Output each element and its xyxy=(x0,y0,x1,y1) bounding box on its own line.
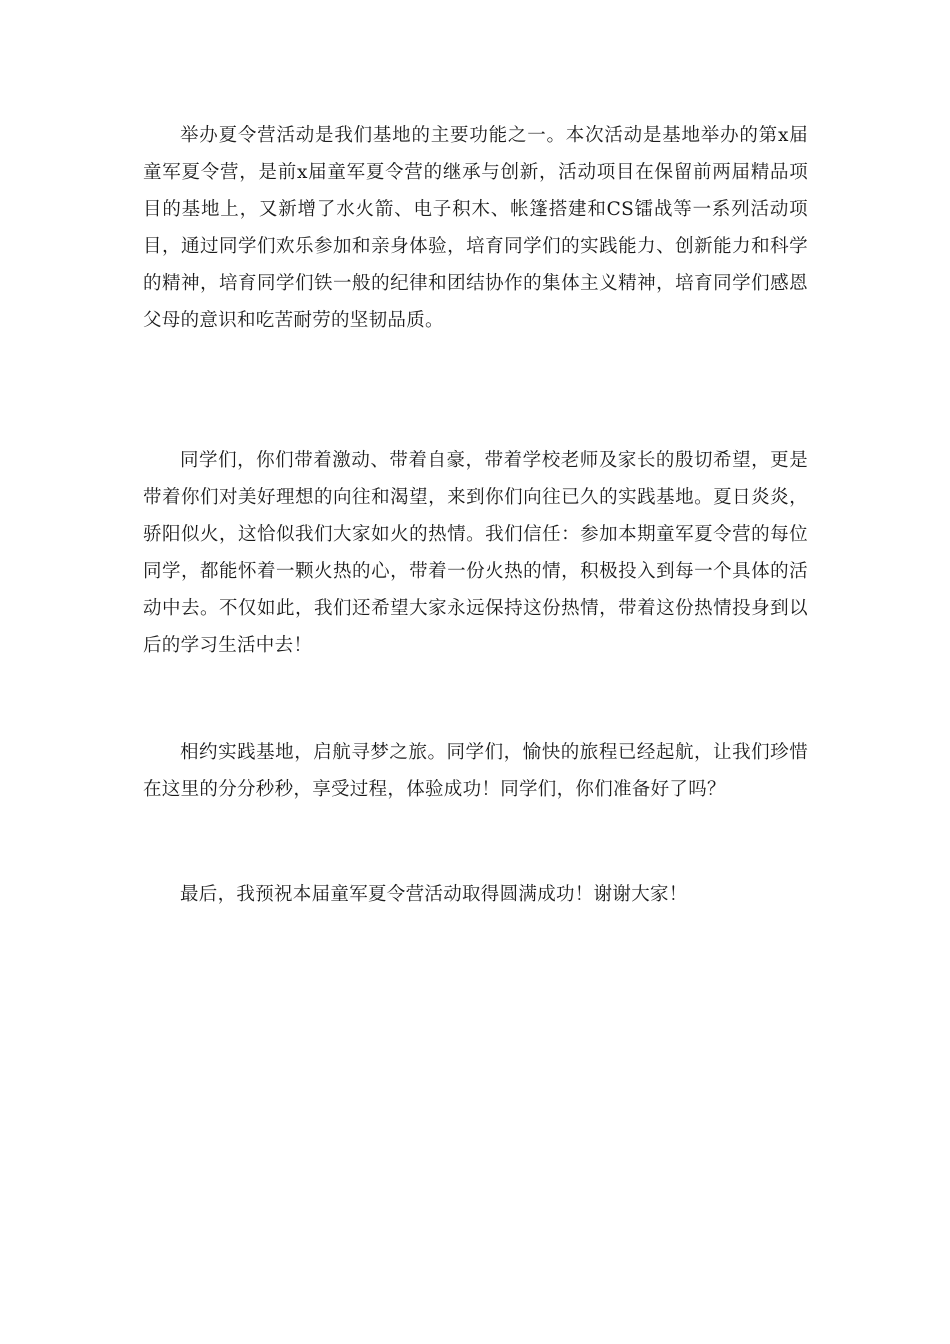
paragraph-journey: 相约实践基地，启航寻梦之旅。同学们，愉快的旅程已经起航，让我们珍惜在这里的分分秒秒，享受过程，体验成功！同学们，你们准备好了吗？ xyxy=(143,742,808,800)
paragraph-welcome: 同学们，你们带着激动、带着自豪，带着学校老师及家长的殷切希望，更是带着你们对美好理想的向往和渴望，来到你们向往已久的实践基地。夏日炎炎，骄阳似火，这恰似我们大家如火的热情。我们信任：参加本期童军夏令营的每位同学，都能怀着一颗火热的心，带着一份火热的情，积极投入到每一个具体的活动中去。不仅如此，我们还希望大家永远保持这份热情，带着这份热情投身到以后的学习生活中去！ xyxy=(143,450,808,656)
paragraph-closing: 最后，我预祝本届童军夏令营活动取得圆满成功！谢谢大家！ xyxy=(180,884,688,905)
paragraph-intro: 举办夏令营活动是我们基地的主要功能之一。本次活动是基地举办的第x届童军夏令营，是前x届童军夏令营的继承与创新，活动项目在保留前两届精品项目的基地上，又新增了水火箭、电子积木、帐篷搭建和CS镭战等一系列活动项目，通过同学们欢乐参加和亲身体验，培育同学们的实践能力、创新能力和科学的精神，培育同学们铁一般的纪律和团结协作的集体主义精神，培育同学们感恩父母的意识和吃苦耐劳的坚韧品质。 xyxy=(143,125,808,331)
